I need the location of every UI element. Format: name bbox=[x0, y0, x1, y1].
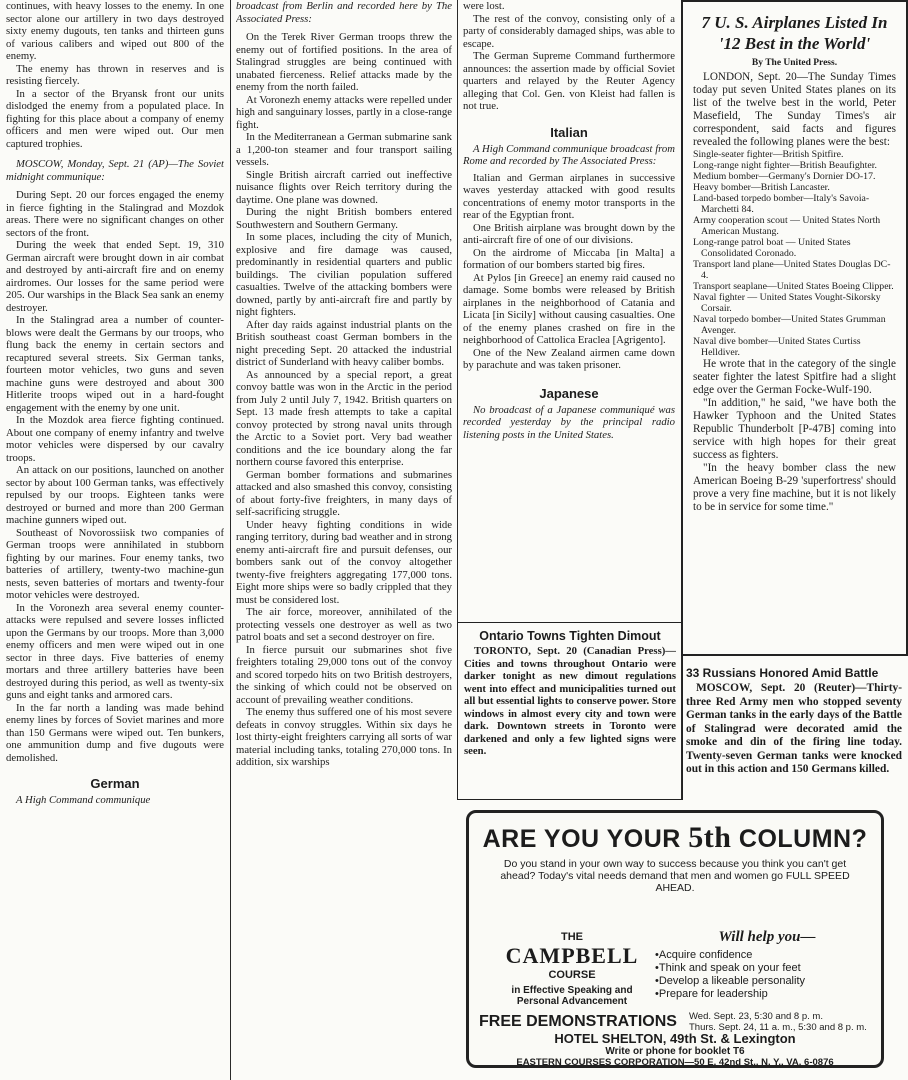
paragraph: were lost. bbox=[463, 0, 505, 12]
paragraph: MOSCOW, Sept. 20 (Reuter)—Thirty-three Red Army men who stopped seventy German tanks in the early days of the Battle of Stalingrad were decorated amid the smoke and din of the firing line today. Twenty-seven German tanks were knocked out in this action and 150 Germans killed. bbox=[686, 682, 902, 775]
ad-title-num: 5th bbox=[688, 821, 732, 854]
paragraph: In the far north a landing was made behind enemy lines by forces of Soviet marines and more than 150 Germans were wiped out. Ten bunkers, one ammunition dump and five dugouts were demolished. bbox=[6, 701, 224, 764]
paragraph: In fierce pursuit our submarines shot five freighters totaling 29,000 tons out of the convoy and scored torpedo hits on two British destroyers, the sinking of which could not be observed on account of prevailing weather conditions. bbox=[236, 643, 452, 706]
planes-list bbox=[693, 149, 896, 358]
ad-title-post: COLUMN? bbox=[731, 825, 868, 853]
ad-title-pre: ARE YOU YOUR bbox=[482, 825, 689, 853]
paragraph: In the Mediterranean a German submarine sank a 1,200-ton steamer and four transport sailing vessels. bbox=[236, 131, 452, 168]
ad-campbell: CAMPBELL bbox=[505, 943, 639, 968]
paragraph: TORONTO, Sept. 20 (Canadian Press)—Cities and towns throughout Ontario were darker tonight as new dimout regulations went into effect and municipalities turned out all but essential lights to conserve power. Store windows in almost every city and town were dark. Downtown streets in Toronto were darkened and only a few lighted signs were seen. bbox=[464, 645, 676, 757]
ad-subtitle: in Effective Speaking and Personal Advancement bbox=[511, 985, 633, 1007]
section-intro: A High Command communique bbox=[16, 794, 151, 806]
column-1 bbox=[6, 0, 224, 1080]
column-2 bbox=[236, 0, 452, 1080]
ad-write: Write or phone for booklet T6 bbox=[605, 1046, 745, 1057]
list-item: Transport land plane—United States Douglas DC-4. bbox=[693, 259, 891, 281]
ad-times bbox=[689, 1011, 879, 1033]
paragraph: During the week that ended Sept. 19, 310 German aircraft were brought down in air combat and destroyed by anti-aircraft fire and on enemy airdromes. Our losses for the same period were 205. Our warships in the Black Sea sank an enemy destroyer. bbox=[6, 239, 224, 314]
dateline: MOSCOW, Monday, Sept. 21 (AP)—The Soviet midnight communique: bbox=[6, 158, 224, 183]
list-item: Medium bomber—Germany's Dornier DO-17. bbox=[693, 171, 876, 182]
paragraph: Single British aircraft carried out ineffective nuisance flights over Reich territory during the daytime. One plane was downed. bbox=[236, 168, 452, 206]
airplanes-article bbox=[681, 0, 908, 656]
list-item: Single-seater fighter—British Spitfire. bbox=[693, 149, 844, 160]
paragraph: On the Terek River German troops threw the enemy out of fortified positions. In the area of Stalingrad struggles are being continued with unabated fierceness. Relief attacks made by the enemy from the north failed. bbox=[236, 31, 452, 93]
paragraph: The German Supreme Command furthermore announces: the assertion made by official Soviet quarters and relayed by the Reuter Agency alleging that Col. Gen. von Kleist had fallen is not true. bbox=[463, 50, 675, 112]
ad-hotel: HOTEL SHELTON, 49th St. & Lexington bbox=[554, 1031, 796, 1046]
ad-demonstrations: FREE DEMONSTRATIONS bbox=[479, 1013, 677, 1030]
paragraph: German bomber formations and submarines attacked and also smashed this convoy, consisting of about forty-five freighters, in many days of self-sacrificing struggle. bbox=[236, 468, 452, 518]
paragraph: At Pylos [in Greece] an enemy raid caused no damage. Some bombs were released by British airplanes in the neighborhood of Catania and Licata [in Sicily] without causing casualties. One of the enemy planes crashed on fire in the neighborhood of Cattolica Eraclea [Agrigento]. bbox=[463, 271, 675, 346]
list-item: • Acquire confidence bbox=[655, 949, 879, 962]
paragraph: At Voronezh enemy attacks were repelled under high and sanguinary losses, partly in a close-range fight. bbox=[236, 93, 452, 131]
paragraph: In the Mozdok area fierce fighting continued. About one company of enemy infantry and twelve motor vehicles were dispersed by our cavalry troops. bbox=[6, 414, 224, 464]
headline: 33 Russians Honored Amid Battle bbox=[686, 666, 879, 680]
paragraph: During Sept. 20 our forces engaged the enemy in fierce fighting in the Stalingrad and Mozdok areas. There were no significant changes on other sectors of the front. bbox=[6, 189, 224, 239]
list-item: Long-range patrol boat — United States Consolidated Coronado. bbox=[693, 237, 851, 259]
ad-time-1: Wed. Sept. 23, 5:30 and 8 p. m. bbox=[689, 1011, 823, 1022]
paragraph: In the Stalingrad area a number of counter-blows were dealt the Germans by our troops, who flung back the enemy in certain sectors and recaptured several streets. Six German tanks, fourteen motor vehicles, two guns and seven machine guns were destroyed and about 300 Hitlerite troops wiped out in a hard-fought engagement with the enemy by one unit. bbox=[6, 314, 224, 414]
paragraph: No broadcast of a Japanese communiqué was recorded yesterday by the principal radio listening posts in the United States. bbox=[463, 403, 675, 441]
ad-course-name bbox=[497, 931, 647, 1007]
paragraph: As announced by a special report, a great convoy battle was won in the Arctic in the period from July 2 until July 7, 1942. British quarters on Sept. 13 made fresh attempts to take a capital convoy protected by strong naval units through the Arctic to a Soviet port. Very bad weather conditions and the ice boundary along the far northern course favored this enterprise. bbox=[236, 368, 452, 468]
ad-the: THE bbox=[561, 931, 583, 943]
paragraph: Italian and German airplanes in successive waves yesterday attacked with good results concentrations of enemy motor transports in the rear of the Egyptian front. bbox=[463, 171, 675, 221]
paragraph: In a sector of the Bryansk front our units dislodged the enemy from a populated place. In fighting for this place about a company of enemy officers and men were wiped out. Our men captured trophies. bbox=[6, 87, 224, 150]
paragraph: During the night British bombers entered Southwestern and Southern Germany. bbox=[236, 206, 452, 231]
italian-communique bbox=[463, 172, 675, 372]
ontario-article bbox=[457, 622, 683, 800]
german-communique bbox=[236, 31, 452, 769]
ad-title bbox=[469, 821, 881, 855]
list-item: • Develop a likeable personality bbox=[655, 975, 879, 988]
headline: 7 U. S. Airplanes Listed In '12 Best in the World' bbox=[701, 13, 888, 53]
paragraph: One British airplane was brought down by the anti-aircraft fire of one of our divisions. bbox=[463, 221, 675, 246]
paragraph: One of the New Zealand airmen came down by parachute and was taken prisoner. bbox=[463, 346, 675, 371]
list-item: Land-based torpedo bomber—Italy's Savoia-Marchetti 84. bbox=[693, 193, 870, 215]
paragraph: Southeast of Novorossiisk two companies of German troops were annihilated in stubborn fighting by our marines. Four enemy tanks, two batteries of artillery, twenty-two machine-gun nests, seven batteries of mortars and twenty-four motor vehicles were destroyed. bbox=[6, 526, 224, 601]
paragraph: After day raids against industrial plants on the British southeast coast German bombers in the night preceding Sept. 20 attacked the industrial district of Sunderland with heavy caliber bombs. bbox=[236, 318, 452, 368]
paragraph: LONDON, Sept. 20—The Sunday Times today put seven United States planes on its list of the twelve best in the world, Peter Masefield, The Sunday Times's air correspondent, said facts and figures revealed the following planes were the best: bbox=[693, 71, 896, 148]
byline: By The United Press. bbox=[751, 58, 838, 68]
list-item: • Prepare for leadership bbox=[655, 988, 879, 1001]
list-item: Army cooperation scout — United States North American Mustang. bbox=[693, 215, 881, 237]
list-item: Transport seaplane—United States Boeing Clipper. bbox=[693, 281, 894, 292]
paragraph: In some places, including the city of Munich, explosive and fire damage was caused, predominantly in residential quarters and public buildings. The civilian population suffered casualties. Twelve of the attacking bombers were downed, partly by anti-aircraft fire and partly by night fighters. bbox=[236, 231, 452, 318]
ad-will-help: Will help you— bbox=[718, 929, 816, 945]
headline: Ontario Towns Tighten Dimout bbox=[479, 629, 661, 643]
ad-intro: Do you stand in your own way to success because you think you can't get ahead? Today's vital needs demand that men and women go FULL SPEED AHEAD. bbox=[500, 858, 850, 894]
soviet-continued bbox=[6, 0, 224, 150]
ad-course: COURSE bbox=[548, 969, 596, 981]
ad-time-2: Thurs. Sept. 24, 11 a. m., 5:30 and 8 p. m. bbox=[689, 1022, 867, 1033]
column-rule bbox=[230, 0, 231, 1080]
paragraph: He wrote that in the category of the single seater fighter the latest Spitfire had a slight edge over the German Focke-Wulf-190. bbox=[693, 358, 896, 396]
paragraph: "In the heavy bomber class the new American Boeing B-29 'superfortress' should prove a very fine machine, but it is not likely to be in service for some time." bbox=[693, 462, 896, 513]
section-heading-japanese: Japanese bbox=[539, 385, 599, 401]
paragraph: In the Voronezh area several enemy counter-attacks were repulsed and severe losses inflicted upon the Germans by our troops. More than 3,000 enemy officers and men were wiped out in one sector in three days. Five batteries of enemy mortars and three artillery batteries have been destroyed during this period, as well as twenty-six guns and eight tanks and armored cars. bbox=[6, 601, 224, 701]
paragraph: The enemy thus suffered one of his most severe defeats in convoy struggles. Within six days he lost thirty-eight freighters carrying all sorts of war material including tanks, totaling 270,000 tons. In addition, six warships bbox=[236, 706, 452, 768]
paragraph: continues, with heavy losses to the enemy. In one sector alone our artillery in two days destroyed sixty enemy dugouts, ten tanks and thirteen guns of various calibers and wiped out 800 of the enemy. bbox=[6, 0, 224, 62]
list-item: Naval dive bomber—United States Curtiss Helldiver. bbox=[693, 336, 861, 358]
paragraph: "In addition," he said, "we have both the Hawker Typhoon and the United States Republic Thunderbolt [P-47B] coming into service with high hopes for their great success as fighters. bbox=[693, 397, 896, 461]
section-intro: broadcast from Berlin and recorded here by The Associated Press: bbox=[236, 0, 452, 25]
campbell-course-ad bbox=[466, 810, 884, 1068]
list-item: • Think and speak on your feet bbox=[655, 962, 879, 975]
list-item: Naval fighter — United States Vought-Sikorsky Corsair. bbox=[693, 292, 881, 314]
list-item: Heavy bomber—British Lancaster. bbox=[693, 182, 830, 193]
column-3 bbox=[463, 0, 675, 628]
paragraph: Under heavy fighting conditions in wide ranging territory, during bad weather and in strong enemy anti-aircraft fire and pursuit defenses, our bombers sank out of the convoy altogether twenty-five freighters aggregating 177,000 tons. Eight more ships were so badly crippled that they must be considered lost. bbox=[236, 518, 452, 606]
paragraph: An attack on our positions, launched on another sector by about 100 German tanks, was effectively repulsed by our troops. Eighteen tanks were destroyed or burned and more than 200 German machine gunners wiped out. bbox=[6, 464, 224, 526]
paragraph: The enemy has thrown in reserves and is resisting fiercely. bbox=[6, 62, 224, 87]
section-intro: A High Command communique broadcast from Rome and recorded by The Associated Press: bbox=[463, 142, 675, 167]
paragraph: On the airdrome of Miccaba [in Malta] a formation of our bombers started big fires. bbox=[463, 246, 675, 271]
section-heading-italian: Italian bbox=[550, 124, 588, 140]
list-item: Naval torpedo bomber—United States Grumman Avenger. bbox=[693, 314, 886, 336]
soviet-communique bbox=[6, 189, 224, 764]
paragraph: The rest of the convoy, consisting only of a party of considerably damaged ships, was able to escape. bbox=[463, 12, 675, 50]
ad-benefits bbox=[655, 929, 879, 1001]
ad-corporation: EASTERN COURSES CORPORATION—50 E. 42nd St., N. Y., VA. 6-0876 bbox=[516, 1057, 834, 1068]
russians-article bbox=[686, 662, 902, 802]
section-heading-german: German bbox=[90, 776, 140, 791]
list-item: Long-range night fighter—British Beaufighter. bbox=[693, 160, 877, 171]
paragraph: The air force, moreover, annihilated of the protecting vessels one destroyer as well as two patrol boats and set a second destroyer on fire. bbox=[236, 606, 452, 643]
ad-bullet-list bbox=[655, 949, 879, 1001]
